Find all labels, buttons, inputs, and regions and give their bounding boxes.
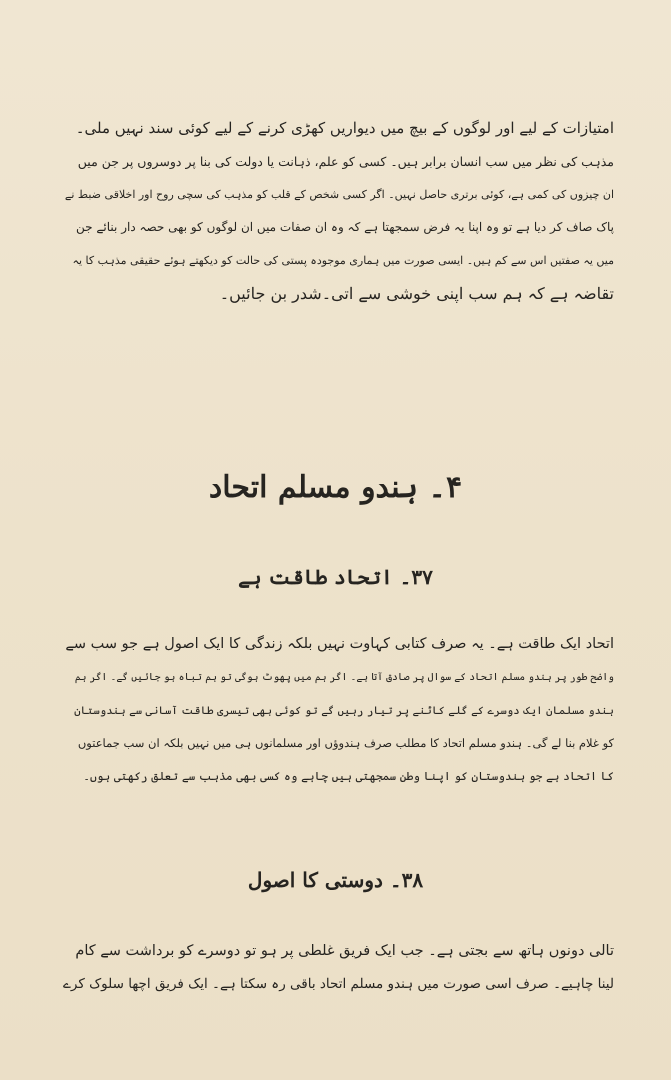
paragraph-unity-strength bbox=[62, 628, 614, 793]
text-line: اتحاد ایک طاقت ہے۔ یہ صرف کتابی کہاوت نہیں بلکہ زندگی کا ایک اصول ہے جو سب سے bbox=[65, 636, 614, 652]
paragraph-religion-equality bbox=[62, 112, 614, 310]
text-line: تقاضہ ہے کہ ہم سب اپنی خوشی سے اتی۔شدر بن جائیں۔ bbox=[219, 284, 614, 303]
text-line: کو غلام بنا لے گی۔ ہندو مسلم اتحاد کا مطلب صرف ہندوؤں اور مسلمانوں ہی میں نہیں بلکہ ان سب جماعتوں bbox=[77, 736, 614, 750]
text-line: کا اتحاد ہے جو ہندوستان کو اپنا وطن سمجھتی ہیں چاہے وہ کسی بھی مذہب سے تعلق رکھتی ہوں۔ bbox=[83, 769, 614, 783]
text-line: امتیازات کے لیے اور لوگوں کے بیچ میں دیواریں کھڑی کرنے کے لیے کوئی سند نہیں ملی۔ bbox=[75, 119, 614, 137]
text-line: ہندو مسلمان ایک دوسرے کے گلے کاٹنے پر تیار رہیں گے تو کوئی بھی تیسری طاقت آسانی سے ہندوستان bbox=[74, 704, 614, 717]
text-line: لینا چاہیے۔ صرف اسی صورت میں ہندو مسلم اتحاد باقی رہ سکتا ہے۔ ایک فریق اچھا سلوک کرے bbox=[63, 976, 614, 992]
section-heading-37: ۳۷۔ اتحاد طاقت ہے bbox=[238, 565, 433, 589]
section-heading-38: ۳۸۔ دوستی کا اصول bbox=[247, 868, 424, 892]
text-line: مذہب کی نظر میں سب انسان برابر ہیں۔ کسی کو علم، ذہانت یا دولت کی بنا پر دوسروں پر جن میں bbox=[77, 154, 614, 169]
text-line: واضح طور پر ہندو مسلم اتحاد کے سوال پر صادق آتا ہے۔ اگر ہم میں پھوٹ ہوگی تو ہم تباہ ہو جائیں گے۔ اگر ہم bbox=[74, 672, 614, 683]
text-line: پاک صاف کر دیا ہے تو وہ اپنا یہ فرض سمجھتا ہے کہ وہ ان صفات میں ان لوگوں کو بھی حصہ دار بنائے جن bbox=[76, 220, 614, 234]
paragraph-friendship-principle bbox=[62, 935, 614, 1001]
chapter-heading: ۴۔ ہندو مسلم اتحاد bbox=[208, 470, 463, 505]
text-line: میں یہ صفتیں اس سے کم ہیں۔ ایسی صورت میں ہماری موجودہ پستی کی حالت کو دیکھتے ہوئے حقیقی مذہب کا یہ bbox=[72, 254, 614, 267]
text-line: ان چیزوں کی کمی ہے، کوئی برتری حاصل نہیں۔ اگر کسی شخص کے قلب کو مذہب کی سچی روح اور اخلاقی ضبط نے bbox=[64, 188, 614, 201]
text-line: تالی دونوں ہاتھ سے بجتی ہے۔ جب ایک فریق غلطی پر ہو تو دوسرے کو برداشت سے کام bbox=[75, 943, 614, 959]
